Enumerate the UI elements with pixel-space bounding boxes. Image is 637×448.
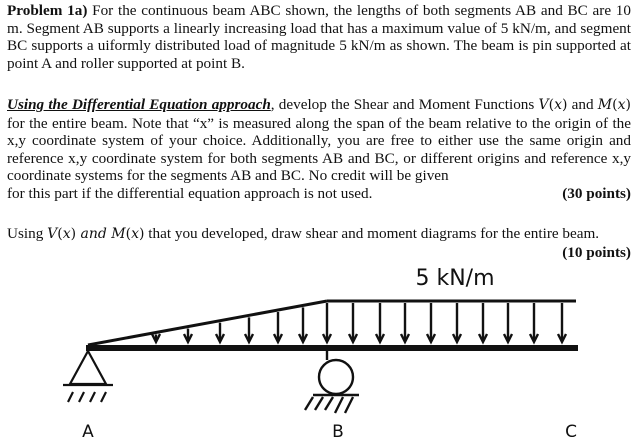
part1-last-row bbox=[7, 185, 631, 203]
problem-heading: Problem 1a) bbox=[7, 2, 88, 19]
point-c-label: C bbox=[565, 422, 577, 442]
part1-last-line: for this part if the differential equation approach is not used. bbox=[7, 184, 373, 202]
load-arrow-head bbox=[152, 334, 160, 342]
problem-statement bbox=[7, 2, 631, 72]
load-arrow-head bbox=[274, 334, 282, 342]
part1-text-a: , develop the Shear and Moment Functions bbox=[270, 96, 539, 113]
part2-points: (10 points) bbox=[562, 243, 631, 261]
roller-wheel bbox=[319, 360, 353, 394]
load-arrow-head bbox=[245, 334, 253, 342]
load-arrow-head bbox=[184, 334, 192, 342]
moment-function-symbol: M(x) bbox=[597, 97, 631, 113]
load-magnitude-label: 5 kN/m bbox=[415, 266, 495, 291]
load-arrow-head bbox=[427, 334, 435, 342]
pin-support-a bbox=[63, 351, 113, 402]
load-arrows bbox=[152, 303, 566, 342]
part2-text: that you developed, draw shear and moment diagrams for the entire beam. bbox=[144, 225, 600, 242]
load-arrow-head bbox=[376, 334, 384, 342]
part1-and: and bbox=[567, 96, 598, 113]
shear-function-symbol: V(x) bbox=[538, 97, 568, 113]
load-arrow-head bbox=[453, 334, 461, 342]
part1-text-b: for the entire beam. Note that “x” is measured along the span of the beam relative to the origin of the x,y coordinate system of your choice. Additionally, you are free to either use the same origin and reference x,y coordinate system for both segments AB and BC, or different origins and reference x,y coordinate systems for the segments AB and BC. No credit will be given bbox=[7, 114, 631, 185]
load-arrow-head bbox=[216, 334, 224, 342]
load-arrow-head bbox=[530, 334, 538, 342]
problem-intro: For the continuous beam ABC shown, the lengths of both segments AB and BC are 10 m. Segment AB supports a linearly increasing load that has a maximum value of 5 kN/m, and segment BC supports a uiformly distributed load of magnitude 5 kN/m as shown. The beam is pin supported at point A and roller supported at point B. bbox=[7, 2, 631, 72]
load-arrow-head bbox=[479, 334, 487, 342]
part2-shear-symbol: V(x) and M(x) bbox=[47, 226, 145, 242]
load-arrow-head bbox=[323, 334, 331, 342]
method-label: Using the Differential Equation approach bbox=[7, 96, 271, 113]
load-arrow-head bbox=[299, 334, 307, 342]
load-arrow-head bbox=[349, 334, 357, 342]
beam bbox=[86, 345, 578, 351]
part1-instructions bbox=[7, 96, 631, 203]
part2-instructions bbox=[7, 225, 631, 261]
point-a-label: A bbox=[82, 422, 94, 442]
point-b-label: B bbox=[332, 422, 344, 442]
load-arrow-head bbox=[401, 334, 409, 342]
load-arrow-head bbox=[504, 334, 512, 342]
distributed-load bbox=[88, 301, 576, 345]
triangular-load-edge bbox=[88, 301, 327, 345]
part2-using: Using bbox=[7, 225, 48, 242]
load-arrow-head bbox=[558, 334, 566, 342]
roller-support-b bbox=[305, 351, 359, 413]
part1-points: (30 points) bbox=[562, 184, 631, 202]
